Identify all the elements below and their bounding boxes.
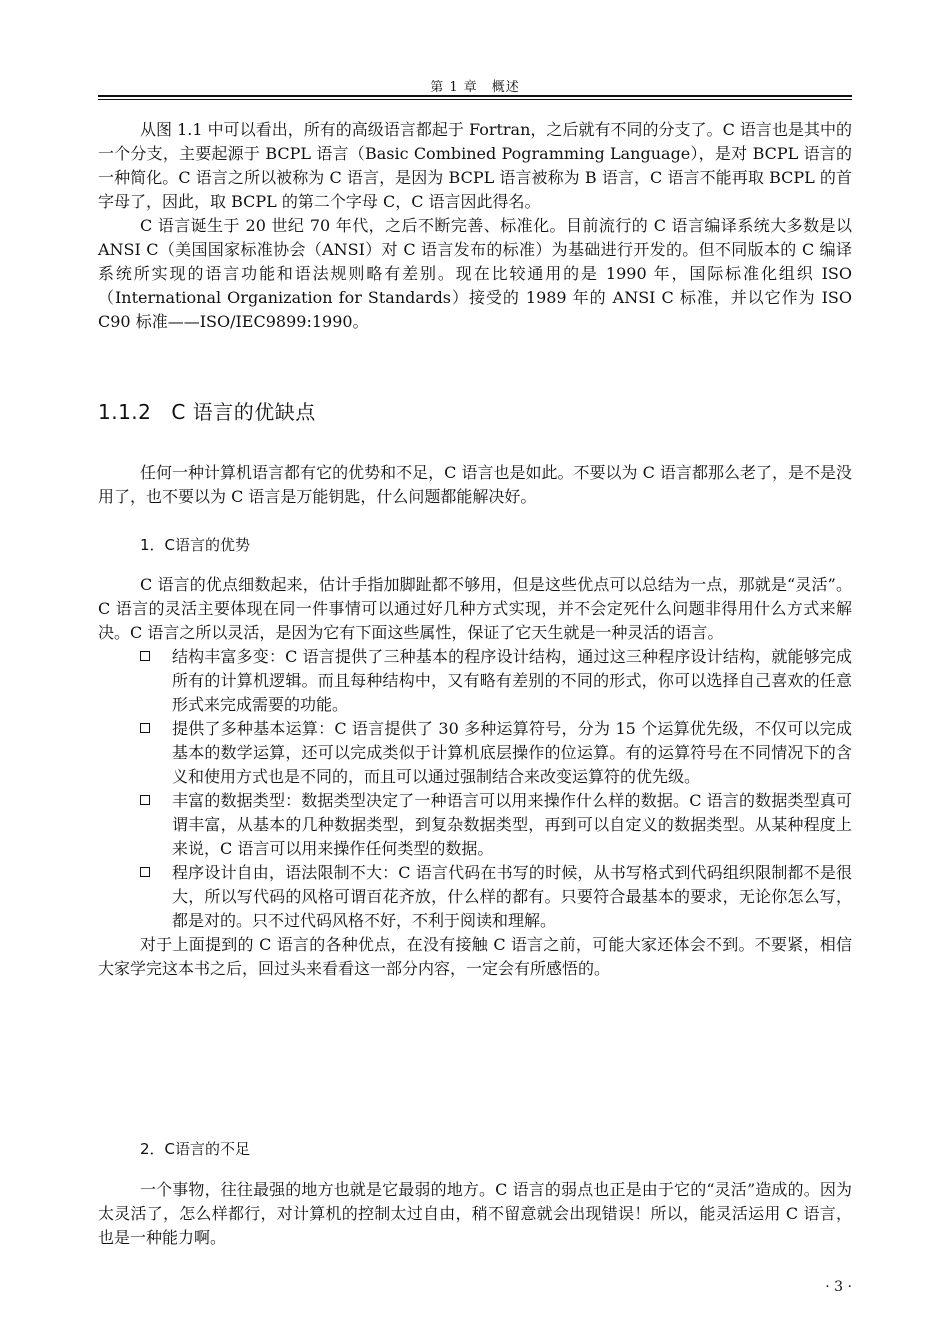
advantages-closing: 对于上面提到的 C 语言的各种优点，在没有接触 C 语言之前，可能大家还体会不到。不要紧，相信大家学完这本书之后，回过头来看看这一部分内容，一定会有所感悟的。 (98, 935, 852, 978)
list-item (98, 645, 852, 717)
checkbox-bullet-icon (140, 795, 150, 805)
list-item-text: 程序设计自由，语法限制不大：C 语言代码在书写的时候，从书写格式到代码组织限制都不是很大，所以写代码的风格可谓百花齐放，什么样的都有。只要符合最基本的要求，无论你怎么写，都是对的。只不过代码风格不好，不利于阅读和理解。 (172, 863, 852, 930)
list-item (98, 861, 852, 933)
intro-paragraph-2: C 语言诞生于 20 世纪 70 年代，之后不断完善、标准化。目前流行的 C 语言编译系统大多数是以 ANSI C（美国国家标准协会（ANSI）对 C 语言发布的标准）为基础进行开发的。但不同版本的 C 编译系统所实现的语言功能和语法规则略有差别。现在比较通用的是 1990 年，国际标准化组织 ISO（International Organization for Standards）接受的 1989 年的 ANSI C 标准，并以它作为 ISO C90 标准——ISO/IEC9899:1990。 (98, 216, 852, 331)
checkbox-bullet-icon (140, 651, 150, 661)
header-rule-thin (98, 99, 852, 100)
running-header: 第 1 章 概述 (430, 80, 520, 95)
section-title: C 语言的优缺点 (171, 400, 316, 424)
disadvantages-paragraph: 一个事物，往往最强的地方也就是它最弱的地方。C 语言的弱点也正是由于它的“灵活”造成的。因为太灵活了，怎么样都行，对计算机的控制太过自由，稍不留意就会出现错误！所以，能灵活运用 C 语言，也是一种能力啊。 (98, 1180, 852, 1247)
advantages-block (98, 573, 852, 981)
section-intro-block (98, 461, 852, 509)
section-number: 1.1.2 (98, 400, 152, 424)
list-item-text: 提供了多种基本运算：C 语言提供了 30 多种运算符号，分为 15 个运算优先级，不仅可以完成基本的数学运算，还可以完成类似于计算机底层操作的位运算。有的运算符号在不同情况下的含义和使用方式也是不同的，而且可以通过强制结合来改变运算符的优先级。 (172, 719, 852, 786)
list-item (98, 789, 852, 861)
list-item-text: 结构丰富多变：C 语言提供了三种基本的程序设计结构，通过这三种程序设计结构，就能够完成所有的计算机逻辑。而且每种结构中，又有略有差别的不同的形式，你可以选择自己喜欢的任意形式来完成需要的功能。 (172, 647, 852, 714)
header-rule (98, 95, 852, 97)
checkbox-bullet-icon (140, 723, 150, 733)
intro-paragraph-1: 从图 1.1 中可以看出，所有的高级语言都起于 Fortran，之后就有不同的分支了。C 语言也是其中的一个分支，主要起源于 BCPL 语言（Basic Combined Pogramming Language），是对 BCPL 语言的一种简化。C 语言之所以被称为 C 语言，是因为 BCPL 语言被称为 B 语言，C 语言不能再取 BCPL 的首字母了，因此，取 BCPL 的第二个字母 C，C 语言因此得名。 (98, 120, 852, 211)
disadvantages-heading: 2．C语言的不足 (140, 1140, 251, 1158)
advantages-heading: 1．C语言的优势 (140, 536, 251, 554)
page-number: · 3 · (825, 1279, 852, 1295)
section-intro-paragraph: 任何一种计算机语言都有它的优势和不足，C 语言也是如此。不要以为 C 语言都那么老了，是不是没用了，也不要以为 C 语言是万能钥匙，什么问题都能解决好。 (98, 463, 852, 506)
checkbox-bullet-icon (140, 867, 150, 877)
intro-block (98, 118, 852, 334)
advantages-list (98, 645, 852, 933)
list-item-text: 丰富的数据类型：数据类型决定了一种语言可以用来操作什么样的数据。C 语言的数据类型真可谓丰富，从基本的几种数据类型，到复杂数据类型，再到可以自定义的数据类型。从某种程度上来说，C 语言可以用来操作任何类型的数据。 (172, 791, 852, 858)
advantages-intro: C 语言的优点细数起来，估计手指加脚趾都不够用，但是这些优点可以总结为一点，那就是“灵活”。C 语言的灵活主要体现在同一件事情可以通过好几种方式实现，并不会定死什么问题非得用什么方式来解决。C 语言之所以灵活，是因为它有下面这些属性，保证了它天生就是一种灵活的语言。 (98, 575, 852, 642)
section-heading (98, 396, 316, 425)
disadvantages-block (98, 1178, 852, 1250)
list-item (98, 717, 852, 789)
